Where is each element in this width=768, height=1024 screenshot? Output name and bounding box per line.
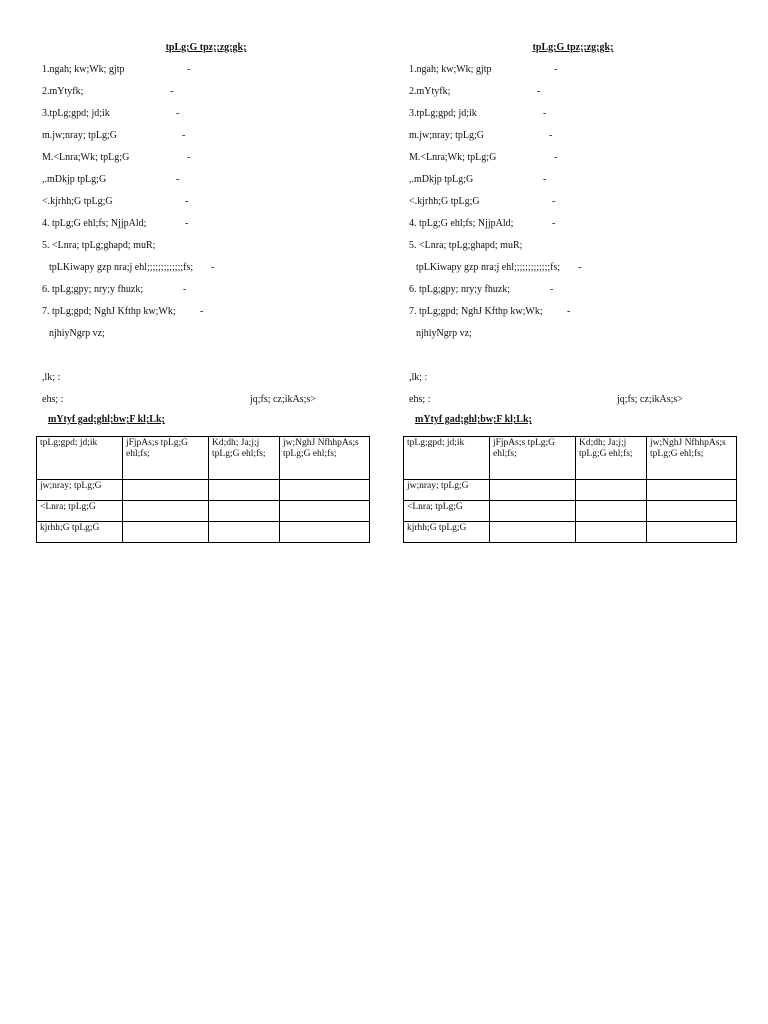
field-separator: - [211, 262, 215, 273]
table-cell [280, 522, 370, 543]
table-header-cell: tpLg;gpd; jd;ik [37, 437, 123, 480]
date-label: ehs; : [42, 394, 64, 405]
table-cell [123, 501, 209, 522]
table-header-row [37, 437, 370, 480]
table-cell [209, 522, 280, 543]
table-cell [647, 480, 737, 501]
field-separator: - [182, 130, 186, 141]
field-separator: - [552, 196, 556, 207]
table-cell: <Lnra; tpLg;G [37, 501, 123, 522]
field-separator: - [537, 86, 541, 97]
table-cell [576, 522, 647, 543]
field-separator: - [187, 64, 191, 75]
form-title: tpLg;G tpz;;zg;gk; [532, 42, 614, 53]
table-row [37, 480, 370, 501]
form-title: tpLg;G tpz;;zg;gk; [165, 42, 247, 53]
field-separator: - [549, 130, 553, 141]
field-separator: - [185, 218, 189, 229]
field-days-worked: tpLKiwapy gzp nra;j ehl;;;;;;;;;;;;;fs; [416, 262, 561, 273]
field-separator: - [176, 174, 180, 185]
table-row [404, 522, 737, 543]
field-separator: - [170, 86, 174, 97]
field-separator: - [567, 306, 571, 317]
field-separator: - [200, 306, 204, 317]
field-days-worked: tpLKiwapy gzp nra;j ehl;;;;;;;;;;;;;fs; [49, 262, 194, 273]
field-separator: - [554, 152, 558, 163]
table-header-cell: jFjpAs;s tpLg;G ehl;fs; [123, 437, 209, 480]
field-earned-leave: M.<Lnra;Wk; tpLg;G [409, 152, 497, 163]
field-separator: - [543, 108, 547, 119]
field-name-designation: 1.ngah; kw;Wk; gjtp [409, 64, 492, 75]
table-cell [576, 480, 647, 501]
table-row [404, 480, 737, 501]
table-cell [280, 501, 370, 522]
field-leave-type: 3.tpLg;gpd; jd;ik [409, 108, 477, 119]
field-earned-leave-gov: 5. <Lnra; tpLg;ghapd; muR; [409, 240, 523, 251]
table-cell [209, 501, 280, 522]
field-leave-reason: 6. tpLg;gpy; nry;y fhuzk; [42, 284, 144, 295]
office-use-title: mYtyf gad;ghl;bw;F kl;Lk; [415, 414, 532, 425]
table-cell [209, 480, 280, 501]
table-cell [647, 522, 737, 543]
table-header-cell: Kd;dh; Ja;j;j tpLg;G ehl;fs; [209, 437, 280, 480]
field-permission-leave: ,.mDkjp tpLg;G [409, 174, 474, 185]
table-header-cell: tpLg;gpd; jd;ik [404, 437, 490, 480]
table-cell [490, 480, 576, 501]
table-header-cell: jw;NghJ NfhhpAs;s tpLg;G ehl;fs; [280, 437, 370, 480]
signature-label: jq;fs; cz;ikAs;s> [250, 394, 316, 405]
field-leave-days-dates: 4. tpLg;G ehl;fs; NjjpAld; [409, 218, 514, 229]
field-address-during-leave: 7. tpLg;gpd; NghJ Kfthp kw;Wk; [409, 306, 543, 317]
field-separator: - [554, 64, 558, 75]
signature-label: jq;fs; cz;ikAs;s> [617, 394, 683, 405]
field-separator: - [552, 218, 556, 229]
field-permission-leave: ,.mDkjp tpLg;G [42, 174, 107, 185]
field-earned-leave-gov: 5. <Lnra; tpLg;ghapd; muR; [42, 240, 156, 251]
field-phone-number: njhiyNgrp vz; [416, 328, 472, 339]
field-name-designation: 1.ngah; kw;Wk; gjtp [42, 64, 125, 75]
field-separator: - [543, 174, 547, 185]
office-use-title: mYtyf gad;ghl;bw;F kl;Lk; [48, 414, 165, 425]
field-separator: - [550, 284, 554, 295]
leave-form-right [403, 0, 743, 560]
field-restricted-leave: <.kjrhh;G tpLg;G [42, 196, 113, 207]
field-address-during-leave: 7. tpLg;gpd; NghJ Kfthp kw;Wk; [42, 306, 176, 317]
field-leave-days-dates: 4. tpLg;G ehl;fs; NjjpAld; [42, 218, 147, 229]
table-cell [576, 501, 647, 522]
field-leave-type: 3.tpLg;gpd; jd;ik [42, 108, 110, 119]
field-earned-leave: M.<Lnra;Wk; tpLg;G [42, 152, 130, 163]
table-cell: <Lnra; tpLg;G [404, 501, 490, 522]
table-cell [123, 522, 209, 543]
date-label: ehs; : [409, 394, 431, 405]
field-separator: - [183, 284, 187, 295]
table-row [404, 501, 737, 522]
office-use-table [36, 436, 370, 543]
field-casual-leave: m.jw;nray; tpLg;G [409, 130, 484, 141]
field-casual-leave: m.jw;nray; tpLg;G [42, 130, 117, 141]
field-restricted-leave: <.kjrhh;G tpLg;G [409, 196, 480, 207]
table-row [37, 522, 370, 543]
field-phone-number: njhiyNgrp vz; [49, 328, 105, 339]
table-cell [280, 480, 370, 501]
table-header-row [404, 437, 737, 480]
table-cell: jw;nray; tpLg;G [404, 480, 490, 501]
field-leave-reason: 6. tpLg;gpy; nry;y fhuzk; [409, 284, 511, 295]
place-label: ,lk; : [409, 372, 428, 383]
field-separator: - [176, 108, 180, 119]
table-cell [123, 480, 209, 501]
office-use-table [403, 436, 737, 543]
table-cell: kjrhh;G tpLg;G [404, 522, 490, 543]
field-separator: - [187, 152, 191, 163]
leave-form-left [36, 0, 376, 560]
table-cell [490, 501, 576, 522]
table-cell [490, 522, 576, 543]
table-cell: kjrhh;G tpLg;G [37, 522, 123, 543]
field-separator: - [185, 196, 189, 207]
table-header-cell: Kd;dh; Ja;j;j tpLg;G ehl;fs; [576, 437, 647, 480]
table-cell: jw;nray; tpLg;G [37, 480, 123, 501]
table-header-cell: jw;NghJ NfhhpAs;s tpLg;G ehl;fs; [647, 437, 737, 480]
table-cell [647, 501, 737, 522]
field-separator: - [578, 262, 582, 273]
table-header-cell: jFjpAs;s tpLg;G ehl;fs; [490, 437, 576, 480]
field-office: 2.mYtyfk; [409, 86, 451, 97]
place-label: ,lk; : [42, 372, 61, 383]
table-row [37, 501, 370, 522]
field-office: 2.mYtyfk; [42, 86, 84, 97]
